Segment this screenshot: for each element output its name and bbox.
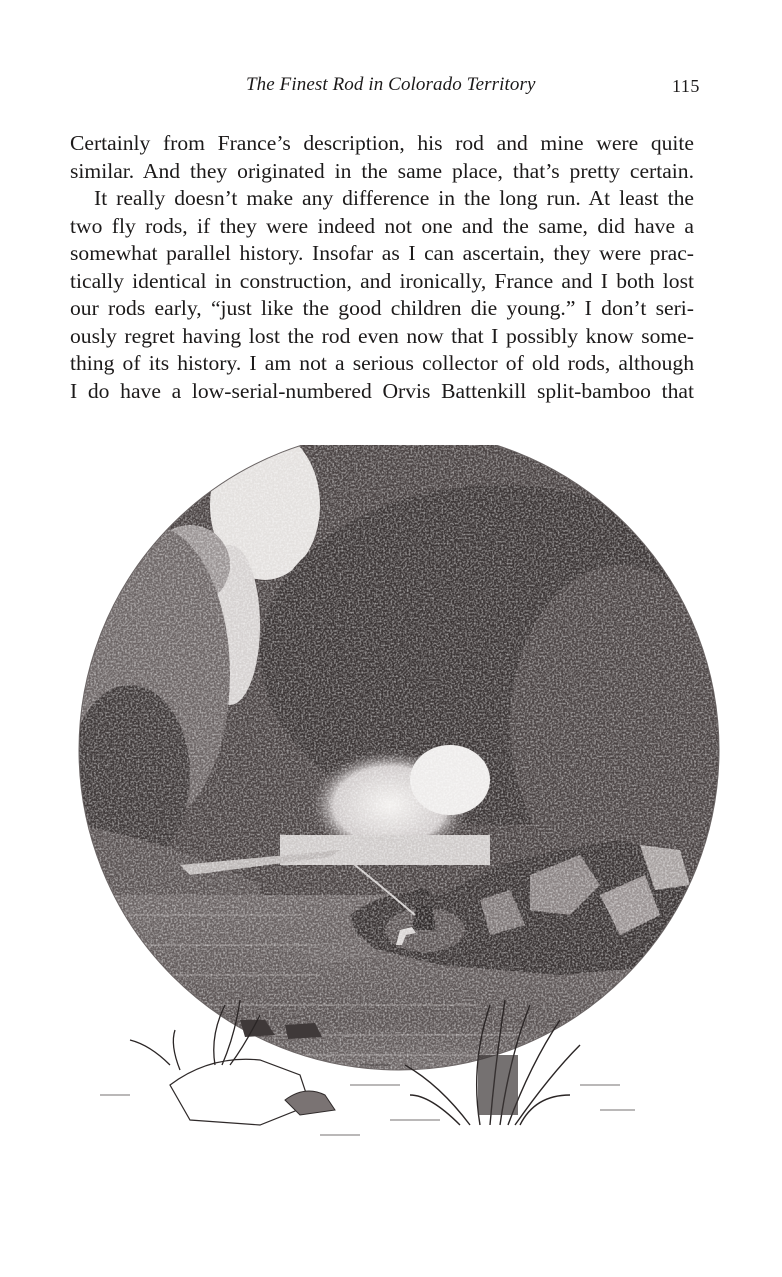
text-line: somewhat parallel history. Insofar as I can ascertain, they were prac-	[70, 241, 694, 265]
angler-stream-engraving	[60, 445, 720, 1145]
page-number: 115	[672, 76, 700, 96]
body-text	[70, 130, 694, 405]
text-line: our rods early, “just like the good children die young.” I don’t seri-	[70, 296, 694, 320]
engraving-illustration	[60, 445, 720, 1145]
text-line-paragraph-start: It really doesn’t make any difference in the long run. At least the	[94, 186, 694, 210]
text-line: two fly rods, if they were indeed not one and the same, did have a	[70, 213, 694, 238]
text-line: I do have a low-serial-numbered Orvis Battenkill split-bamboo that	[70, 378, 694, 403]
vignette-circle	[60, 445, 720, 1145]
text-line: similar. And they originated in the same place, that’s pretty certain.	[70, 158, 694, 183]
text-line: Certainly from France’s description, his rod and mine were quite	[70, 131, 694, 155]
running-head	[0, 72, 782, 102]
text-line: thing of its history. I am not a serious collector of old rods, although	[70, 351, 694, 375]
text-line: ously regret having lost the rod even now that I possibly know some-	[70, 323, 694, 348]
text-line: tically identical in construction, and ironically, France and I both lost	[70, 268, 694, 293]
running-title: The Finest Rod in Colorado Territory	[246, 74, 536, 95]
